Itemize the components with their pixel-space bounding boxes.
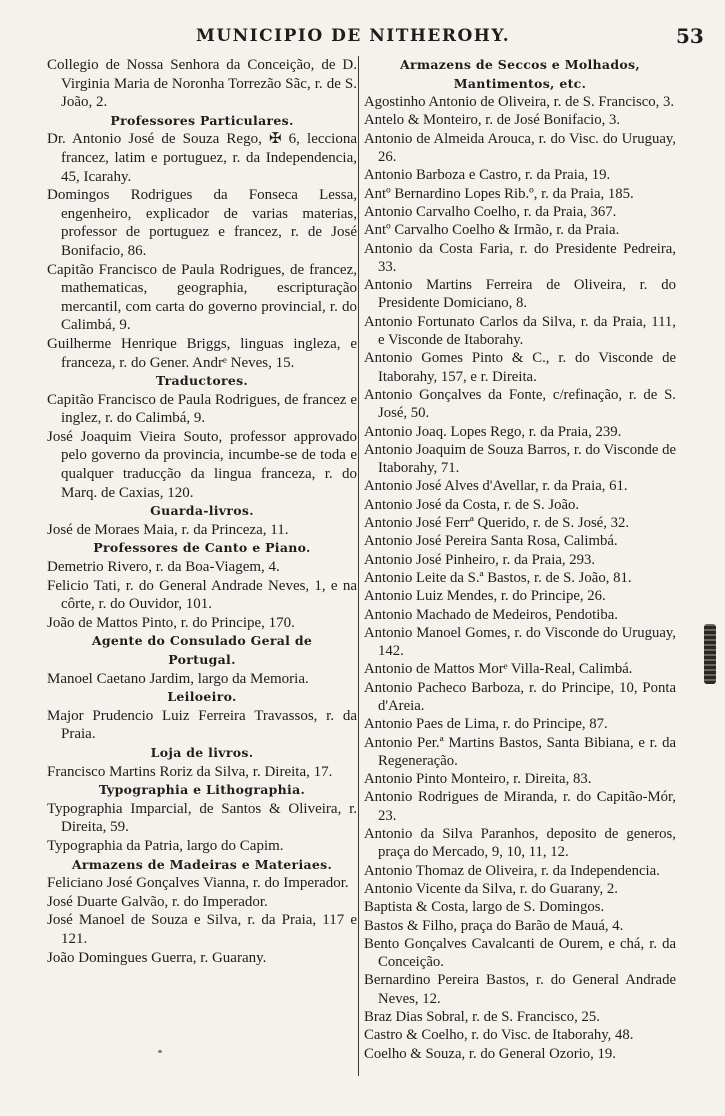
directory-entry: Antonio Joaquim de Souza Barros, r. do Visconde de Itaborahy, 71. [364,441,676,477]
section-heading: Traductores. [155,373,249,389]
directory-entry: Antº Bernardino Lopes Rib.º, r. da Praia, 185. [364,185,634,202]
directory-entry: Antonio Per.ª Martins Bastos, Santa Bibiana, e r. da Regeneração. [364,734,676,769]
directory-entry: Antonio José Pereira Santa Rosa, Calimbá. [364,533,618,550]
page-mark [158,1050,162,1053]
directory-entry: José de Moraes Maia, r. da Princeza, 11. [47,521,289,538]
directory-entry: Baptista & Costa, largo de S. Domingos. [364,899,605,916]
page-title: MUNICIPIO DE NITHEROHY. [196,26,511,46]
directory-entry: Dr. Antonio José de Souza Rego, ✠ 6, lecciona francez, latim e portuguez, r. da Independencia, 45, Icarahy. [47,131,357,185]
directory-entry: Typographia Imparcial, de Santos & Oliveira, r. Direita, 59. [47,800,357,836]
directory-entry: Antonio Machado de Medeiros, Pendotiba. [364,606,618,623]
directory-entry: Coelho & Souza, r. do General Ozorio, 19. [364,1045,616,1062]
left-column [47,56,357,967]
directory-entry: Antonio Carvalho Coelho, r. da Praia, 367. [364,203,617,220]
section-heading: Armazens de Seccos e Molhados, Mantimentos, etc. [400,57,640,91]
ink-blot [704,624,716,684]
section-heading: Professores Particulares. [110,112,294,128]
section-heading: Professores de Canto e Piano. [93,540,311,556]
directory-entry: Antonio da Silva Paranhos, deposito de generos, praça do Mercado, 9, 10, 11, 12. [364,826,676,861]
column-divider [358,56,359,1076]
directory-entry: Antonio José Ferrª Querido, r. de S. José, 32. [364,515,630,532]
directory-entry: Antonio Luiz Mendes, r. do Principe, 26. [364,588,606,605]
right-column [364,56,676,1063]
section-heading: Typographia e Lithographia. [98,782,306,798]
directory-entry: Antonio da Costa Faria, r. do Presidente Pedreira, 33. [364,240,676,275]
directory-entry: Bento Gonçalves Cavalcanti de Ourem, e chá, r. da Conceição. [364,935,676,971]
directory-entry: Capitão Francisco de Paula Rodrigues, de francez e inglez, r. do Calimbá, 9. [47,391,357,427]
directory-entry: Manoel Caetano Jardim, largo da Memoria. [47,670,309,687]
directory-entry: Major Prudencio Luiz Ferreira Travassos, r. da Praia. [47,707,357,743]
directory-entry: Antº Carvalho Coelho & Irmão, r. da Praia. [364,222,620,239]
directory-entry: Capitão Francisco de Paula Rodrigues, de francez, mathematicas, geographia, escripturação mercantil, com carta do governo provincial, r. do Calimbá, 9. [47,261,357,334]
directory-entry: Typographia da Patria, largo do Capim. [47,837,284,854]
directory-entry: Antonio de Mattos Morᵉ Villa-Real, Calimbá. [364,661,633,678]
directory-entry: Braz Dias Sobral, r. de S. Francisco, 25. [364,1009,600,1026]
directory-entry: Antonio Pinto Monteiro, r. Direita, 83. [364,771,592,788]
directory-entry: Collegio de Nossa Senhora da Conceição, de D. Virginia Maria de Noronha Torrezão Sãc, r. de S. João, 2. [47,57,357,111]
directory-entry: José Manoel de Souza e Silva, r. da Praia, 117 e 121. [47,912,357,947]
directory-entry: Guilherme Henrique Briggs, linguas ingleza, e franceza, r. do Gener. Andrᵉ Neves, 15. [47,335,357,371]
section-heading: Loja de livros. [150,744,254,760]
directory-entry: Antelo & Monteiro, r. de José Bonifacio, 3. [364,112,621,129]
directory-entry: Antonio Rodrigues de Miranda, r. do Capitão-Mór, 23. [364,789,676,824]
directory-entry: Antonio Fortunato Carlos da Silva, r. da Praia, 111, e Visconde de Itaborahy. [364,313,676,349]
directory-entry: João Domingues Guerra, r. Guarany. [47,949,267,966]
section-heading: Armazens de Madeiras e Materiaes. [71,856,333,872]
directory-entry: Antonio José Pinheiro, r. da Praia, 293. [364,551,596,568]
directory-entry: José Duarte Galvão, r. do Imperador. [47,893,268,910]
directory-entry: Antonio José Alves d'Avellar, r. da Praia, 61. [364,478,628,495]
directory-entry: Antonio Pacheco Barboza, r. do Principe, 10, Ponta d'Areia. [364,679,676,714]
directory-entry: Bastos & Filho, praça do Barão de Mauá, 4. [364,917,624,934]
directory-entry: Bernardino Pereira Bastos, r. do General Andrade Neves, 12. [364,972,676,1007]
directory-entry: Agostinho Antonio de Oliveira, r. de S. Francisco, 3. [364,94,675,111]
directory-entry: Antonio Gonçalves da Fonte, c/refinação, r. de S. José, 50. [364,386,676,422]
section-heading: Guarda-livros. [150,503,254,519]
directory-entry: Antonio Gomes Pinto & C., r. do Visconde de Itaborahy, 157, e r. Direita. [364,350,676,385]
directory-entry: José Joaquim Vieira Souto, professor approvado pelo governo da provincia, incumbe-se de toda e qualquer traducção da lingua franceza, r. do Marq. de Caxias, 120. [47,428,357,501]
directory-entry: Antonio Martins Ferreira de Oliveira, r. do Presidente Domiciano, 8. [364,277,676,312]
directory-entry: Demetrio Rivero, r. da Boa-Viagem, 4. [47,559,280,576]
directory-entry: Antonio José da Costa, r. de S. João. [364,496,580,513]
section-heading: Agente do Consulado Geral de Portugal. [91,633,313,667]
directory-entry: Antonio de Almeida Arouca, r. do Visc. do Uruguay, 26. [364,130,676,166]
directory-entry: Felicio Tati, r. do General Andrade Neves, 1, e na côrte, r. do Ouvidor, 101. [47,577,357,613]
page-header [0,22,725,50]
directory-entry: Antonio Vicente da Silva, r. do Guarany, 2. [364,880,618,897]
directory-entry: Antonio Joaq. Lopes Rego, r. da Praia, 239. [364,423,622,440]
directory-entry: Francisco Martins Roriz da Silva, r. Direita, 17. [47,763,333,780]
directory-entry: Domingos Rodrigues da Fonseca Lessa, engenheiro, explicador de varias materias, professor de portuguez e francez, r. de José Bonifacio, 86. [47,187,357,259]
directory-entry: Castro & Coelho, r. do Visc. de Itaborahy, 48. [364,1027,634,1044]
page-number: 53 [676,24,704,48]
section-heading: Leiloeiro. [167,689,237,705]
directory-entry: João de Mattos Pinto, r. do Principe, 170. [47,614,295,631]
directory-entry: Antonio Thomaz de Oliveira, r. da Independencia. [364,862,660,879]
directory-entry: Feliciano José Gonçalves Vianna, r. do Imperador. [47,875,349,892]
directory-entry: Antonio Leite da S.ª Bastos, r. de S. João, 81. [364,569,632,586]
directory-entry: Antonio Barboza e Castro, r. da Praia, 19. [364,167,611,184]
directory-entry: Antonio Paes de Lima, r. do Principe, 87. [364,716,608,733]
directory-entry: Antonio Manoel Gomes, r. do Visconde do Uruguay, 142. [364,624,676,660]
